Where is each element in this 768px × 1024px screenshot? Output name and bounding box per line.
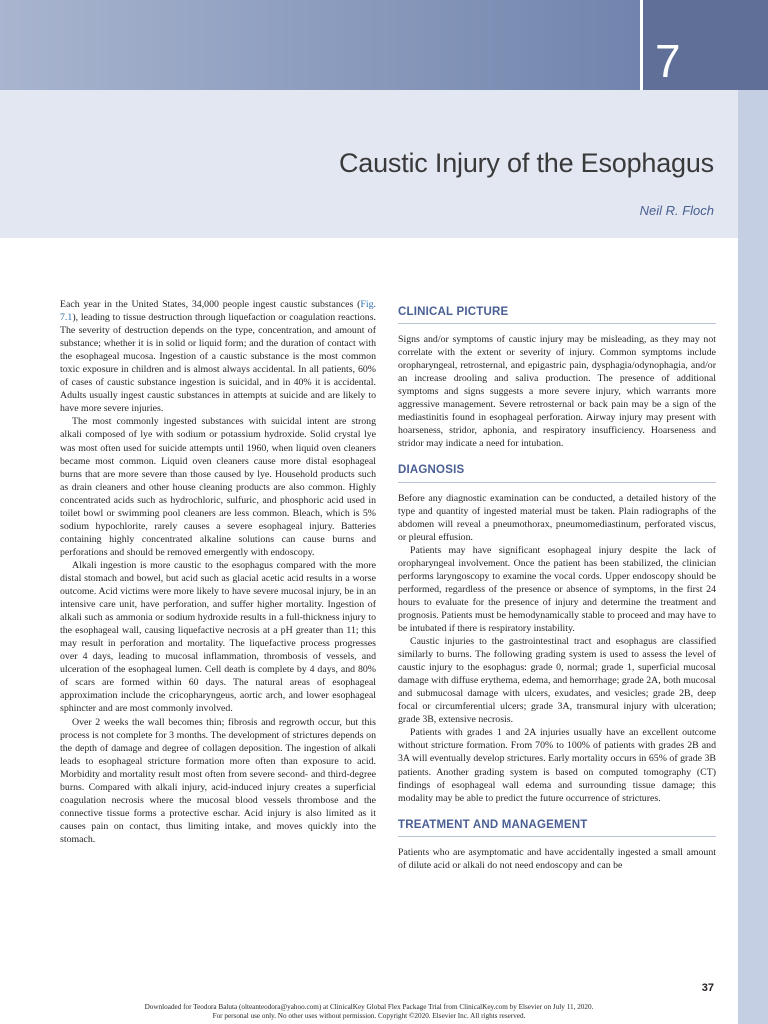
intro-paragraph: Each year in the United States, 34,000 people ingest caustic substances (Fig. 7.1), leading to tissue destruction through liquefaction or coagulation reactions. The severity of destruction depends on the type, concentration, and amount of substance; whether it is in solid or liquid form; and the duration of contact with the esophageal mucosa. Ingestion of a caustic substance is the most common toxic exposure in children and is almost always accidental. In all patients, 60% of cases of caustic substance ingestion is suicidal, and in 40% it is accidental. Adults usually ingest caustic substances in attempts at suicide and are likely to have more severe injuries. [60, 299, 376, 415]
paragraph: Patients may have significant esophageal injury despite the lack of oropharyngeal involvement. Once the patient has been stabilized, the clinician performs laryngoscopy to examine the vocal cords. Upper endoscopy should be performed, regardless of the presence or absence of symptoms, in the first 24 hours to evaluate for the presence of injury and determine the treatment and prognosis. Patients must be hemodynamically stable to proceed and may have to be intubated if there is respiratory instability. [398, 544, 716, 634]
right-column [398, 306, 716, 872]
chapter-number: 7 [655, 35, 681, 87]
figure-reference-link[interactable]: Fig. 7.1 [60, 299, 376, 324]
paragraph: Caustic injuries to the gastrointestinal tract and esophagus are classified similarly to burns. The following grading system is used to assess the level of caustic injury to the esophagus: grade 0, normal; grade 1, superficial mucosal damage with diffuse erythema, edema, and hemorrhage; grade 2A, both mucosal and submucosal damage with ulcers, exudates, and vesicles; grade 2B, deep focal or circumferential ulcers; grade 3A, transmural injury with ulceration; grade 3B, extensive necrosis. [398, 636, 716, 726]
chapter-title: Caustic Injury of the Esophagus [338, 148, 714, 178]
right-margin-strip [738, 90, 768, 1024]
paragraph: Patients with grades 1 and 2A injuries usually have an excellent outcome without stricture formation. From 70% to 100% of patients with grades 2B and 3A will eventually develop strictures. Early mortality occurs in 65% of grade 3B patients. Another grading system is based on computed tomography (CT) findings of esophageal wall edema and surrounding tissue damage; this modality may be able to predict the future occurrence of strictures. [398, 727, 716, 804]
left-column [60, 298, 376, 846]
section-heading-diagnosis: DIAGNOSIS [398, 464, 716, 482]
author-name: Neil R. Floch [639, 203, 714, 218]
paragraph: Before any diagnostic examination can be conducted, a detailed history of the type and quantity of ingested material must be taken. Plain radiographs of the abdomen will reveal a pneumothorax, pneumomediastinum, perforated viscus, or pleural effusion. [398, 492, 716, 543]
paragraph: Over 2 weeks the wall becomes thin; fibrosis and regrowth occur, but this process is not complete for 3 months. The development of strictures depends on the depth of damage and degree of collagen deposition. The ingestion of alkali leads to esophageal stricture formation more often than exposure to acid. Morbidity and mortality result most often from severe second- and third-degree burns. Compared with alkali injury, acid-induced injury creates a superficial coagulation necrosis where the mucosal blood vessels thrombose and the connective tissue forms a protective eschar. Acid injury is also limited as it causes pain on contact, thus limiting intake, and moves quickly into the stomach. [60, 716, 376, 845]
paragraph: Patients who are asymptomatic and have accidentally ingested a small amount of dilute acid or alkali do not need endoscopy and can be [398, 846, 716, 871]
download-footer [0, 1003, 738, 1021]
paragraph: Alkali ingestion is more caustic to the esophagus compared with the more distal stomach and bowel, but acid such as glacial acetic acid results in a worse outcome. Acid victims were more likely to have severe mucosal injury, be in an intensive care unit, have perforation, and suffer higher mortality. Ingestion of alkali such as ammonia or sodium hydroxide results in a full-thickness injury to the esophageal wall, causing liquefactive necrosis at a pH greater than 11; this may result in perforation and mortality. The liquefactive process progresses over 4 days, leading to mucosal inflammation, thrombosis of vessels, and ulceration of the esophageal lumen. Cell death is complete by 4 days, and 80% of scars are formed within 60 days. The natural areas of esophageal approximation include the cricopharyngeus, aortic arch, and lower esophageal sphincter and are most commonly involved. [60, 559, 376, 715]
paragraph: Signs and/or symptoms of caustic injury may be misleading, as they may not correlate with the extent or severity of injury. Common symptoms include oropharyngeal, retrosternal, and epigastric pain, dysphagia/odynophagia, and/or an increase drooling and saliva production. The presence of additional symptoms and signs suggests a more severe injury, which warrants more aggressive management. Severe retrosternal or back pain may be a sign of the mediastinitis found in esophageal perforation. Airway injury may present with hoarseness, stridor, aphonia, and respiratory insufficiency. Hoarseness and stridor may indicate a need for intubation. [398, 334, 716, 450]
footer-line: For personal use only. No other uses without permission. Copyright ©2020. Elsevier Inc. All rights reserved. [212, 1012, 526, 1020]
section-heading-clinical-picture: CLINICAL PICTURE [398, 306, 716, 324]
footer-line: Downloaded for Teodora Baluta (olteanteodora@yahoo.com) at ClinicalKey Global Flex Package Trial from ClinicalKey.com by Elsevier on July 11, 2020. [144, 1003, 594, 1011]
page-number: 37 [701, 982, 714, 994]
header-band [0, 0, 640, 90]
paragraph: The most commonly ingested substances with suicidal intent are strong alkali composed of lye with sodium or potassium hydroxide. Solid crystal lye was most often used for suicide attempts until 1960, when liquid oven cleaners became most common. Liquid oven cleaners cause more distal esophageal burns that are more severe than those caused by lye. Household products such as drain cleaners and other house cleaning products are also common. Highly concentrated acids such as hydrochloric, sulfuric, and phosphoric acid used in toilet bowl or swimming pool cleaners are less common. Bleach, which is 5% sodium hypochlorite, rarely causes a severe esophageal injury. Batteries containing highly concentrated alkaline solutions can cause burns and perforations and should be removed emergently with endoscopy. [60, 416, 376, 558]
section-heading-treatment: TREATMENT AND MANAGEMENT [398, 819, 716, 837]
